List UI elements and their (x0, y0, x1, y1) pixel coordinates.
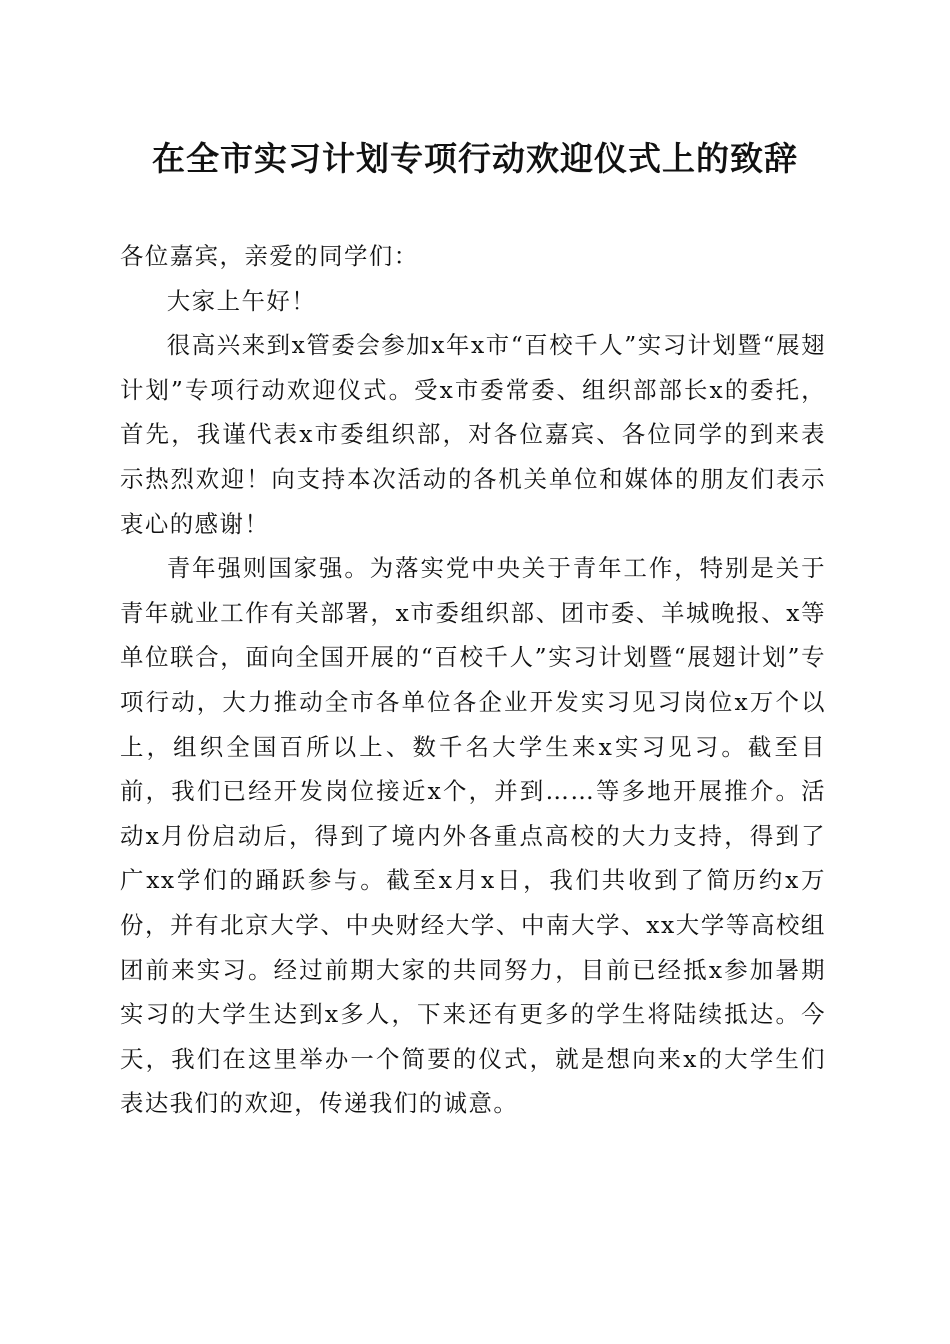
document-body (120, 234, 826, 1126)
greeting: 大家上午好！ (166, 286, 317, 315)
document-title: 在全市实习计划专项行动欢迎仪式上的致辞 (152, 139, 798, 178)
salutation: 各位嘉宾，亲爱的同学们： (120, 242, 419, 270)
paragraph: 很高兴来到x管委会参加x年x市“百校千人”实习计划暨“展翅计划”专项行动欢迎仪式。受x市委常委、组织部部长x的委托，首先，我谨代表x市委组织部，对各位嘉宾、各位同学的到来表示热烈欢迎！向支持本次活动的各机关单位和媒体的朋友们表示衷心的感谢！ (120, 331, 826, 538)
paragraph: 青年强则国家强。为落实党中央关于青年工作，特别是关于青年就业工作有关部署，x市委组织部、团市委、羊城晚报、x等单位联合，面向全国开展的“百校千人”实习计划暨“展翅计划”专项行动，大力推动全市各单位各企业开发实习见习岗位x万个以上，组织全国百所以上、数千名大学生来x实习见习。截至目前，我们已经开发岗位接近x个，并到……等多地开展推介。活动x月份启动后，得到了境内外各重点高校的大力支持，得到了广xx学们的踊跃参与。截至x月x日，我们共收到了简历约x万份，并有北京大学、中央财经大学、中南大学、xx大学等高校组团前来实习。经过前期大家的共同努力，目前已经抵x参加暑期实习的大学生达到x多人，下来还有更多的学生将陆续抵达。今天，我们在这里举办一个简要的仪式，就是想向来x的大学生们表达我们的欢迎，传递我们的诚意。 (120, 554, 826, 1118)
